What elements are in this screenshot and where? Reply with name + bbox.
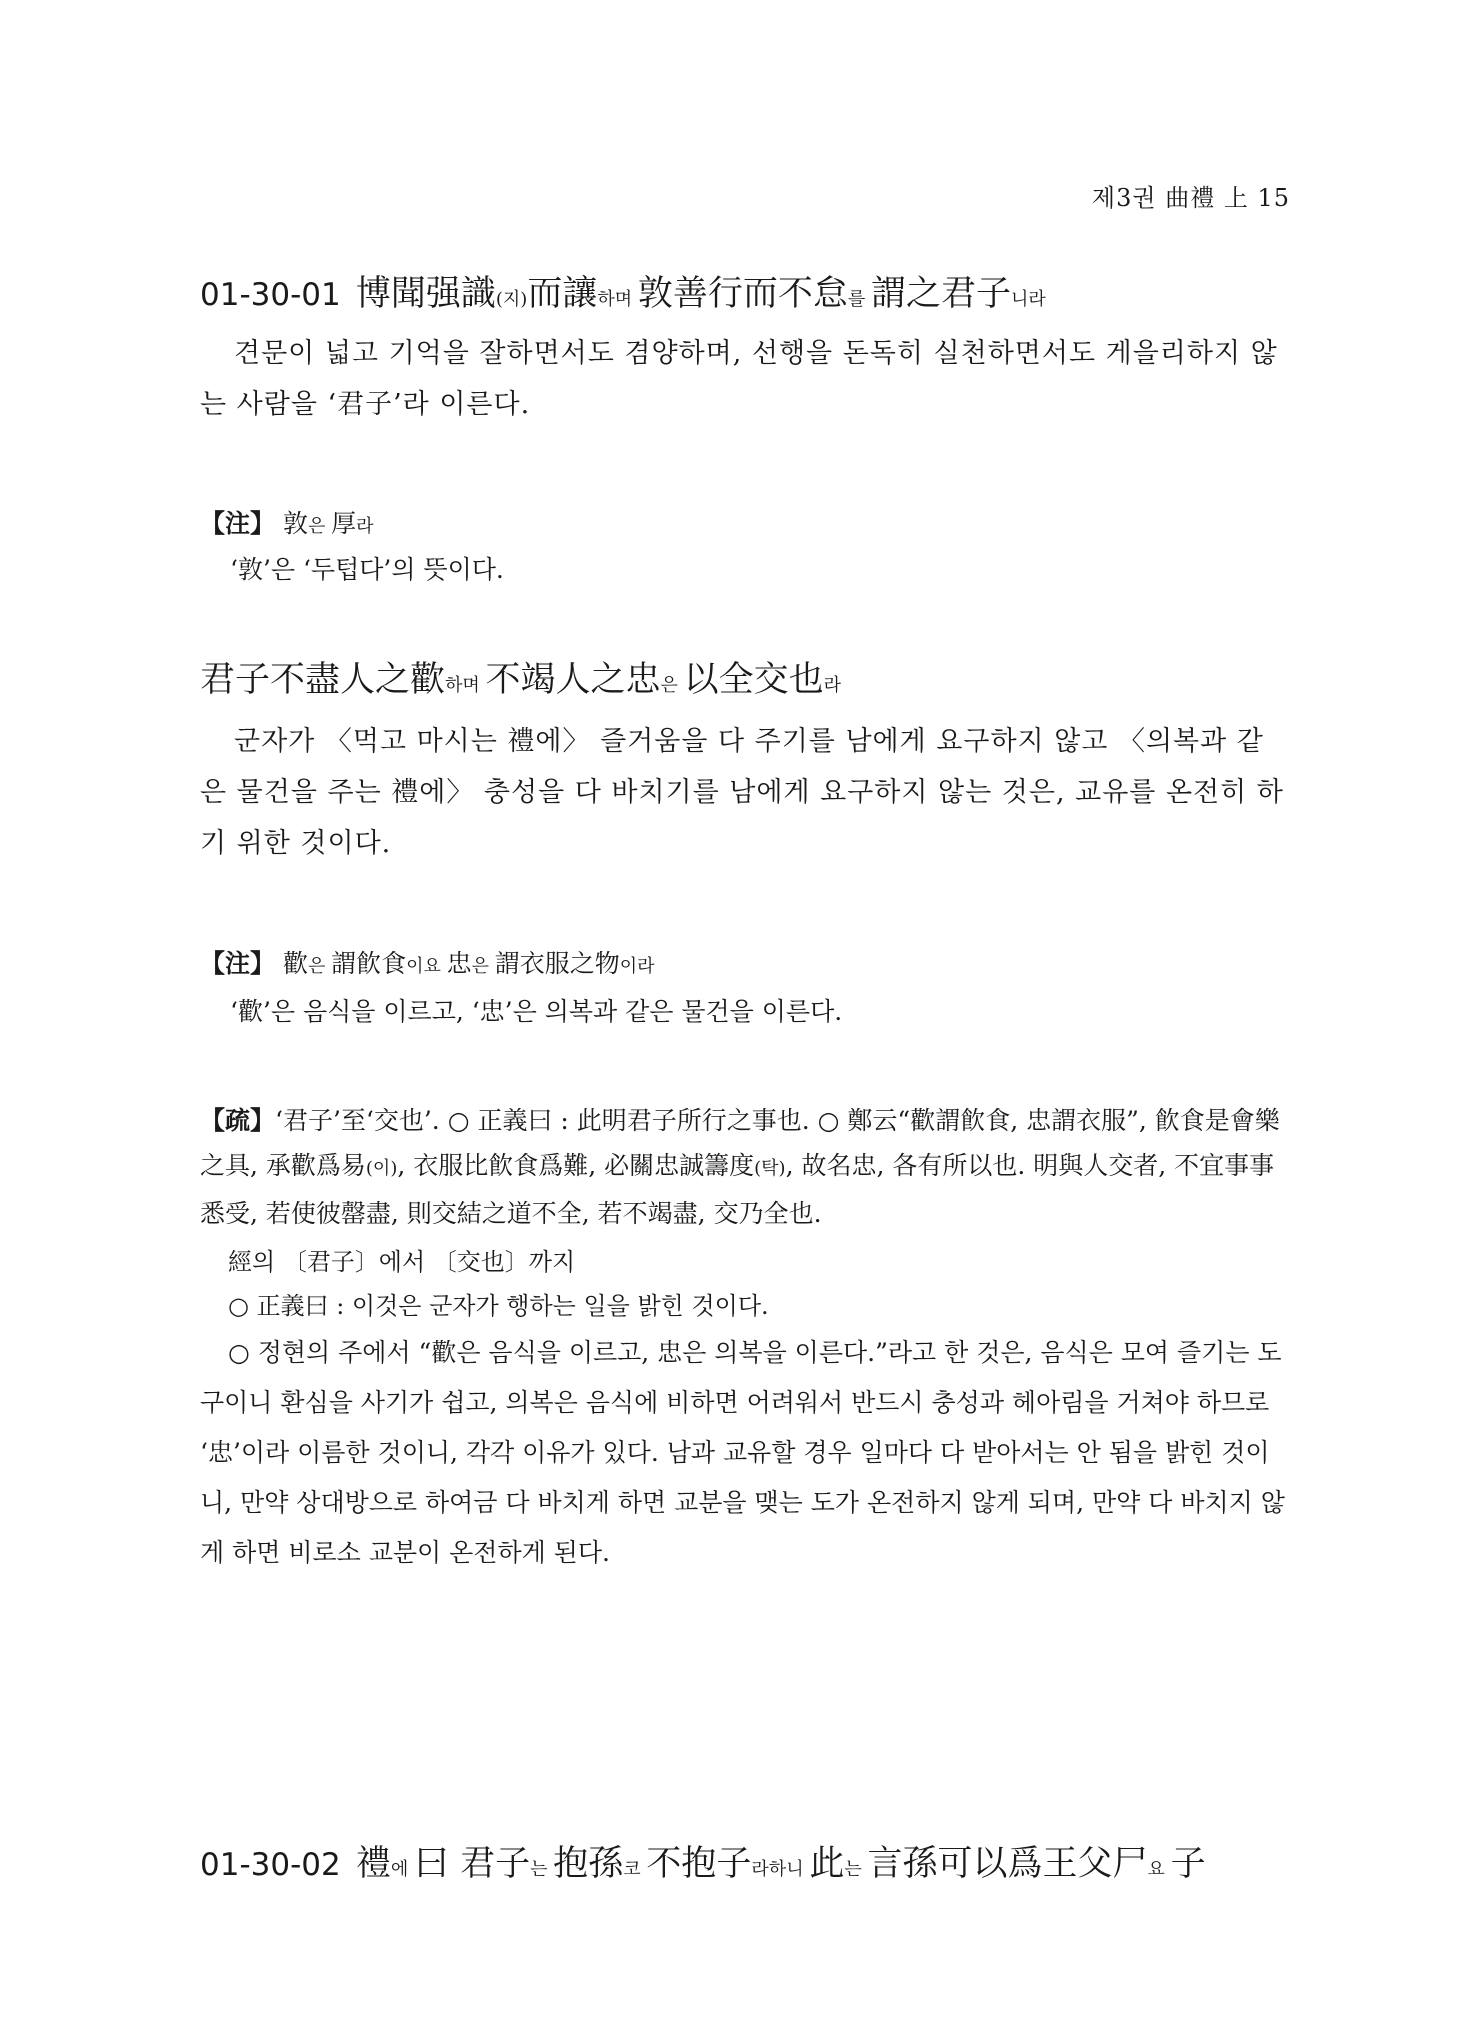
commentary-translation-heading: 經의 〔君子〕에서 〔交也〕까지 bbox=[228, 1248, 576, 1276]
particle: 에 bbox=[390, 1859, 414, 1880]
note-text: 忠 bbox=[446, 949, 472, 978]
commentary-body: ‘君子’至‘交也’. ○ 正義曰 : 此明君子所行之事也. ○ 鄭云“歡謂飮食, 忠謂衣服”, 飮食是會樂之具, 承歡爲易 bbox=[200, 1106, 1280, 1180]
entry-heading bbox=[200, 272, 1290, 318]
commentary-translation-line: ○ 正義曰 : 이것은 군자가 행하는 일을 밝힌 것이다. bbox=[228, 1292, 769, 1320]
particle: 라하니 bbox=[751, 1859, 810, 1880]
particle: 라 bbox=[356, 516, 374, 537]
hanmun-text: 謂之君子 bbox=[870, 274, 1011, 314]
particle: 이요 bbox=[406, 956, 447, 977]
particle: 는 bbox=[530, 1859, 554, 1880]
note-text: 厚 bbox=[331, 509, 357, 538]
particle: 니라 bbox=[1010, 289, 1046, 310]
hanmun-text: 子 bbox=[1170, 1844, 1206, 1884]
commentary-translation-paragraph: ○ 정현의 주에서 “歡은 음식을 이르고, 忠은 의복을 이른다.”라고 한 것은, 음식은 모여 즐기는 도구이니 환심을 사기가 쉽고, 의복은 음식에 비하면 어려워서 반드시 충성과 헤아림을 거쳐야 하므로 ‘忠’이라 이름한 것이니, 각각 이유가 있다. 남과 교유할 경우 일마다 다 받아서는 안 됨을 밝힌 것이니, 만약 상대방으로 하여금 다 바치게 하면 교분을 맺는 도가 온전하지 않게 되며, 만약 다 바치지 않게 하면 비로소 교분이 온전하게 된다. bbox=[200, 1338, 1285, 1567]
note-tag: 【注】 bbox=[200, 509, 276, 538]
reading-gloss: (이) bbox=[365, 1158, 398, 1179]
note-block bbox=[200, 946, 1290, 1031]
hanmun-text: 言孫可以爲王父尸 bbox=[867, 1844, 1148, 1884]
reading-gloss: (지) bbox=[495, 289, 528, 310]
particle: 은 bbox=[307, 516, 332, 537]
entry-number: 01-30-02 bbox=[200, 1847, 341, 1883]
particle: 하며 bbox=[597, 289, 638, 310]
commentary-body: , 衣服比飮食爲難, 必關忠誠籌度 bbox=[397, 1151, 755, 1180]
particle: 은 bbox=[307, 956, 332, 977]
hanmun-text: 不竭人之忠 bbox=[485, 660, 661, 700]
hanmun-text: 而讓 bbox=[527, 274, 598, 314]
entry-01-30-01 bbox=[200, 272, 1290, 430]
note-text: 謂飮食 bbox=[331, 949, 407, 978]
particle: 하며 bbox=[445, 675, 486, 696]
particle: 은 bbox=[471, 956, 495, 977]
commentary-tag: 【疏】 bbox=[200, 1106, 276, 1135]
particle: 는 bbox=[844, 1859, 868, 1880]
commentary-block bbox=[200, 1098, 1290, 1578]
translation: 견문이 넓고 기억을 잘하면서도 겸양하며, 선행을 돈독히 실천하면서도 게을리하지 않는 사람을 ‘君子’라 이른다. bbox=[200, 337, 1278, 420]
entry-number: 01-30-01 bbox=[200, 277, 341, 313]
note-tag: 【注】 bbox=[200, 949, 276, 978]
note-text: 敦 bbox=[282, 509, 308, 538]
note-translation: ‘敦’은 ‘두텁다’의 뜻이다. bbox=[230, 555, 504, 584]
particle: 이라 bbox=[619, 956, 655, 977]
hanmun-text: 博聞强識 bbox=[355, 274, 496, 314]
entry-heading bbox=[200, 1842, 1290, 1888]
commentary-text bbox=[200, 1098, 1290, 1236]
particle: 라 bbox=[823, 675, 842, 696]
reading-gloss: (탁) bbox=[754, 1158, 786, 1179]
note-translation: ‘歡’은 음식을 이르고, ‘忠’은 의복과 같은 물건을 이른다. bbox=[230, 997, 843, 1026]
entry-junzi bbox=[200, 658, 1290, 869]
hanmun-text: 抱孫 bbox=[553, 1844, 624, 1884]
particle: 은 bbox=[660, 675, 684, 696]
note-line bbox=[200, 946, 1290, 981]
entry-heading bbox=[200, 658, 1290, 704]
hanmun-text: 君子不盡人之歡 bbox=[200, 660, 446, 700]
running-head: 제3권 曲禮 上 15 bbox=[1091, 184, 1290, 212]
hanmun-text: 禮 bbox=[355, 1844, 391, 1884]
entry-01-30-02 bbox=[200, 1842, 1290, 1888]
note-block bbox=[200, 506, 1290, 589]
particle: 코 bbox=[623, 1859, 647, 1880]
hanmun-text: 此 bbox=[809, 1844, 845, 1884]
translation: 군자가 〈먹고 마시는 禮에〉 즐거움을 다 주기를 남에게 요구하지 않고 〈의복과 같은 물건을 주는 禮에〉 충성을 다 바치기를 남에게 요구하지 않는 것은, 교유를 온전히 하기 위한 것이다. bbox=[200, 725, 1284, 859]
particle: 를 bbox=[847, 289, 871, 310]
commentary-body: , 故名忠, 各有所以也. 明與人交者, 不宜事事悉受, 若使彼罄盡, 則交結之道不全, 若不竭盡, 交乃全也. bbox=[200, 1151, 1275, 1228]
note-text: 歡 bbox=[282, 949, 308, 978]
hanmun-text: 曰 君子 bbox=[414, 1844, 531, 1884]
note-line bbox=[200, 506, 1290, 541]
hanmun-text: 不抱子 bbox=[646, 1844, 752, 1884]
hanmun-text: 敦善行而不怠 bbox=[637, 274, 848, 314]
particle: 요 bbox=[1147, 1859, 1171, 1880]
hanmun-text: 以全交也 bbox=[683, 660, 824, 700]
note-text: 謂衣服之物 bbox=[494, 949, 620, 978]
